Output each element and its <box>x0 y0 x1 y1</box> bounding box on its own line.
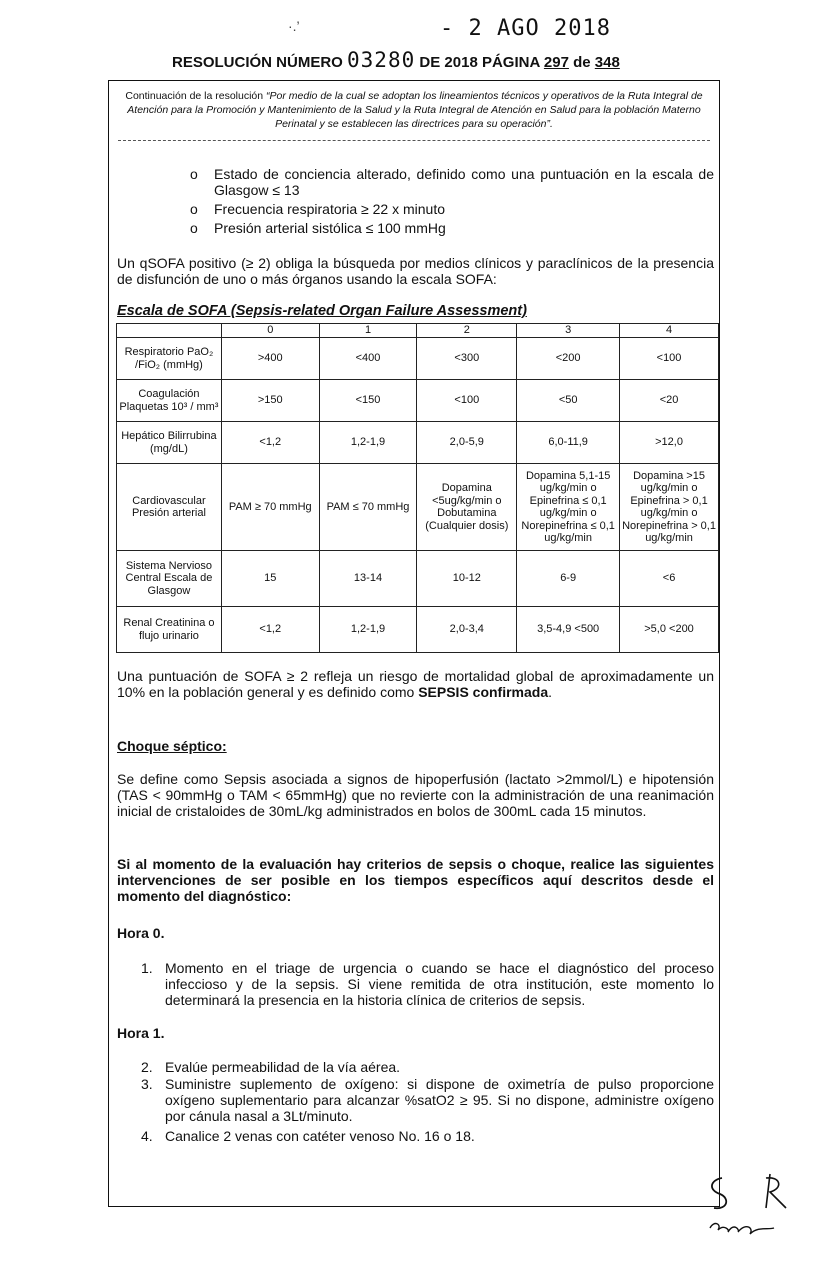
table-cell: 1,2-1,9 <box>319 422 417 464</box>
instruction-paragraph: Si al momento de la evaluación hay criterios de sepsis o choque, realice las siguientes intervenciones de ser posible en los tiempos específicos aquí descritos desde el momento del diagnóstico: <box>117 856 714 904</box>
table-row <box>117 338 719 380</box>
continuation-lead: Continuación de la resolución <box>125 90 264 102</box>
row-label: Cardiovascular Presión arterial <box>117 464 222 551</box>
row-label: Renal Creatinina o flujo urinario <box>117 607 222 653</box>
page-total: 348 <box>594 54 620 71</box>
column-header: 3 <box>517 324 620 338</box>
table-cell: <400 <box>319 338 417 380</box>
table-cell: 13-14 <box>319 551 417 607</box>
criteria-text: Presión arterial sistólica ≤ 100 mmHg <box>214 220 446 236</box>
sofa-paragraph-end: . <box>548 684 553 700</box>
list-item <box>141 1128 714 1144</box>
table-cell: >5,0 <200 <box>620 607 719 653</box>
table-row <box>117 422 719 464</box>
sofa-table <box>116 323 719 653</box>
table-cell: <100 <box>620 338 719 380</box>
row-label: Hepático Bilirrubina (mg/dL) <box>117 422 222 464</box>
handwritten-initials <box>700 1168 800 1248</box>
table-cell: <150 <box>319 380 417 422</box>
table-row <box>117 464 719 551</box>
table-cell: Dopamina >15 ug/kg/min o Epinefrina > 0,1 ug/kg/min o Norepinefrina > 0,1 ug/kg/min <box>620 464 719 551</box>
continuation-note <box>118 89 710 131</box>
row-label: Coagulación Plaquetas 10³ / mm³ <box>117 380 222 422</box>
table-cell: <20 <box>620 380 719 422</box>
item-number: 1. <box>141 960 153 976</box>
column-header: 4 <box>620 324 719 338</box>
column-header: 0 <box>221 324 319 338</box>
hour1-heading: Hora 1. <box>117 1025 165 1041</box>
criteria-text: Frecuencia respiratoria ≥ 22 x minuto <box>214 201 446 217</box>
criteria-item <box>190 166 714 198</box>
table-cell: >150 <box>221 380 319 422</box>
header-prefix: RESOLUCIÓN NÚMERO <box>172 54 343 71</box>
table-header-row <box>117 324 719 338</box>
table-cell: 6-9 <box>517 551 620 607</box>
table-cell: Dopamina 5,1-15 ug/kg/min o Epinefrina ≤ 0,1 ug/kg/min o Norepinefrina ≤ 0,1 ug/kg/min <box>517 464 620 551</box>
table-cell: PAM ≥ 70 mmHg <box>221 464 319 551</box>
column-header: 2 <box>417 324 517 338</box>
table-cell: PAM ≤ 70 mmHg <box>319 464 417 551</box>
sofa-table-title: Escala de SOFA (Sepsis-related Organ Failure Assessment) <box>117 303 527 319</box>
list-item <box>141 1059 714 1075</box>
table-cell: 10-12 <box>417 551 517 607</box>
item-text: Momento en el triage de urgencia o cuando se hace el diagnóstico del proceso infeccioso y de la sepsis. Si viene remitida de otra institución, este momento lo determinará la presencia en la historia clínica de criterios de sepsis. <box>165 960 714 1008</box>
hour0-heading: Hora 0. <box>117 925 165 941</box>
table-cell: <1,2 <box>221 422 319 464</box>
item-number: 3. <box>141 1076 153 1092</box>
table-cell: 15 <box>221 551 319 607</box>
table-cell: >400 <box>221 338 319 380</box>
column-header: 1 <box>319 324 417 338</box>
column-header <box>117 324 222 338</box>
item-number: 2. <box>141 1059 153 1075</box>
item-number: 4. <box>141 1128 153 1144</box>
sofa-paragraph-text: Una puntuación de SOFA ≥ 2 refleja un riesgo de mortalidad global de aproximadamente un 10% en la población general y es definido como <box>117 668 714 700</box>
bullet-glyph: o <box>190 220 198 236</box>
septic-shock-heading: Choque séptico: <box>117 738 227 754</box>
septic-shock-paragraph: Se define como Sepsis asociada a signos de hipoperfusión (lactato >2mmol/L) e hipotensión (TAS < 90mmHg o TAM < 65mmHg) que no revierte con la administración de una reanimación inicial de cristaloides de 30mL/kg administrados en bolos de 300mL cada 15 minutos. <box>117 771 714 819</box>
table-row <box>117 607 719 653</box>
row-label: Sistema Nervioso Central Escala de Glasgow <box>117 551 222 607</box>
table-cell: <50 <box>517 380 620 422</box>
dashed-divider <box>118 140 710 141</box>
table-cell: <200 <box>517 338 620 380</box>
table-cell: <1,2 <box>221 607 319 653</box>
stamp-marks: ·.’ <box>288 18 300 34</box>
table-cell: 2,0-5,9 <box>417 422 517 464</box>
bullet-glyph: o <box>190 166 198 182</box>
table-row <box>117 551 719 607</box>
table-cell: <6 <box>620 551 719 607</box>
list-item <box>141 960 714 1008</box>
table-cell: <300 <box>417 338 517 380</box>
table-row <box>117 380 719 422</box>
item-text: Canalice 2 venas con catéter venoso No. 16 o 18. <box>165 1128 475 1144</box>
header-of: de <box>573 54 591 71</box>
row-label: Respiratorio PaO₂ /FiO₂ (mmHg) <box>117 338 222 380</box>
table-cell: 1,2-1,9 <box>319 607 417 653</box>
table-cell: >12,0 <box>620 422 719 464</box>
list-item <box>141 1076 714 1124</box>
header-middle: DE 2018 PÁGINA <box>419 54 540 71</box>
criteria-item <box>190 220 714 236</box>
table-cell: 3,5-4,9 <500 <box>517 607 620 653</box>
resolution-header <box>172 48 620 72</box>
table-cell: 6,0-11,9 <box>517 422 620 464</box>
continuation-quote: “Por medio de la cual se adoptan los lineamientos técnicos y operativos de la Ruta Integral de Atención para la Promoción y Mantenimiento de la Salud y la Ruta Integral de Atención en Salud para la población Materno Perinatal y se establecen las directrices para su operación”. <box>127 90 703 130</box>
stamp-date: - 2 AGO 2018 <box>440 16 611 41</box>
criteria-text: Estado de conciencia alterado, definido como una puntuación en la escala de Glasgow ≤ 13 <box>214 166 714 198</box>
table-cell: Dopamina <5ug/kg/min o Dobutamina (Cualquier dosis) <box>417 464 517 551</box>
sepsis-confirmed: SEPSIS confirmada <box>418 684 549 700</box>
item-text: Suministre suplemento de oxígeno: si dispone de oximetría de pulso proporcione oxígeno suplementario para alcanzar %satO2 ≥ 95. Si no dispone, administre oxígeno por cánula nasal a 3Lt/minuto. <box>165 1076 714 1124</box>
criteria-item <box>190 201 714 217</box>
bullet-glyph: o <box>190 201 198 217</box>
table-cell: 2,0-3,4 <box>417 607 517 653</box>
table-cell: <100 <box>417 380 517 422</box>
page-number: 297 <box>543 54 569 71</box>
qsofa-paragraph: Un qSOFA positivo (≥ 2) obliga la búsqueda por medios clínicos y paraclínicos de la presencia de disfunción de uno o más órganos usando la escala SOFA: <box>117 255 714 287</box>
sofa-paragraph <box>117 668 714 700</box>
item-text: Evalúe permeabilidad de la vía aérea. <box>165 1059 401 1075</box>
resolution-number: 03280 <box>347 48 416 72</box>
